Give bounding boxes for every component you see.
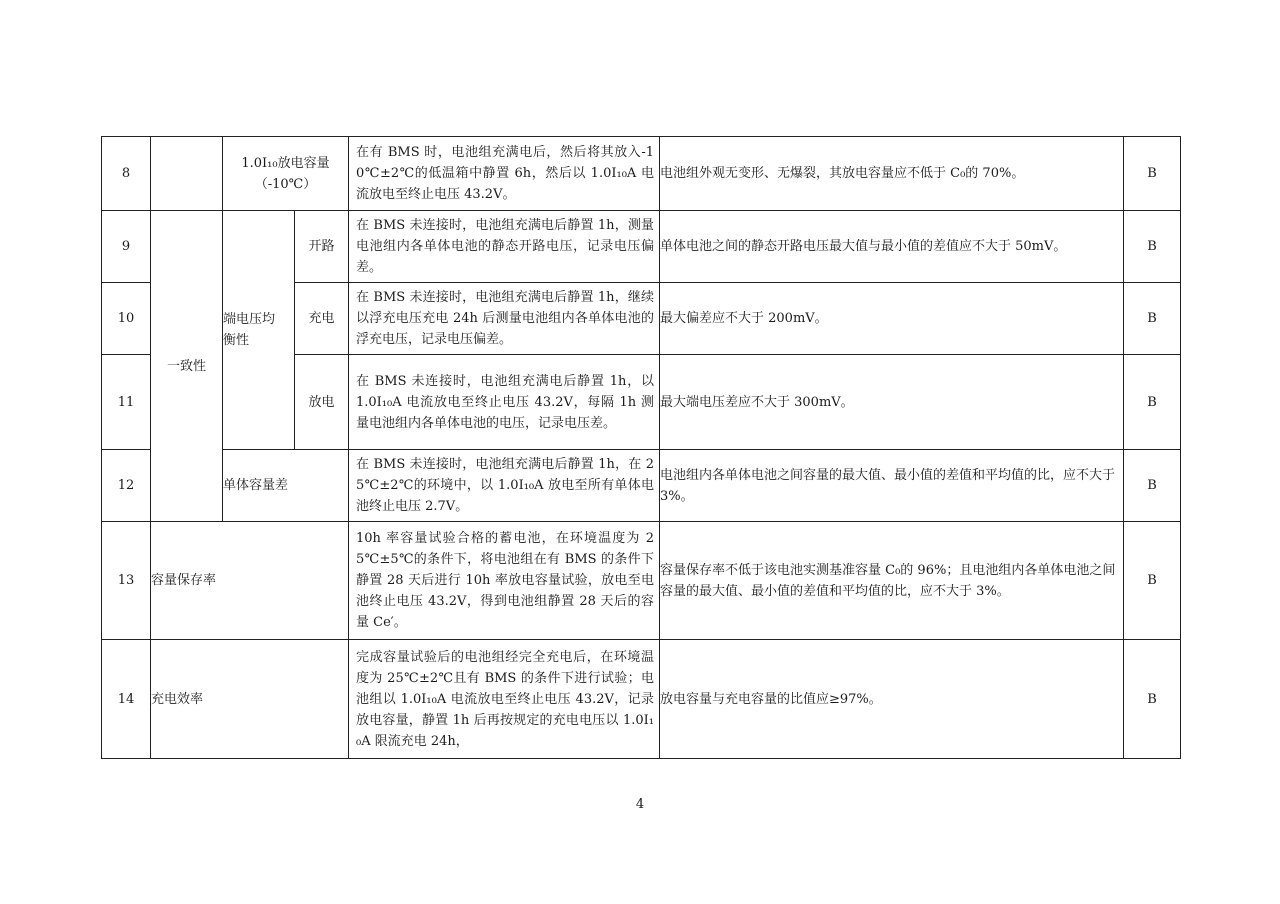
test-condition: 10h 率容量试验合格的蓄电池，在环境温度为 25℃±5℃的条件下，将电池组在有 BMS 的条件下静置 28 天后进行 10h 率放电容量试验，放电至电池终止电压 43.2V，得到电池组静置 28 天后的容量 Ce′。 — [349, 522, 660, 640]
sub-item: 放电 — [295, 355, 349, 450]
row-number: 9 — [102, 211, 151, 283]
table-row — [102, 211, 1181, 283]
row-number: 11 — [102, 355, 151, 450]
group-terminal-voltage: 端电压均衡性 — [223, 211, 295, 450]
page-number: 4 — [635, 797, 645, 812]
sub-item: 充电 — [295, 283, 349, 355]
grade: B — [1124, 283, 1181, 355]
grade: B — [1124, 450, 1181, 522]
requirement: 放电容量与充电容量的比值应≥97%。 — [660, 640, 1124, 759]
group-consistency: 一致性 — [151, 211, 223, 522]
test-spec-table — [101, 136, 1181, 759]
row-number: 14 — [102, 640, 151, 759]
row-number: 12 — [102, 450, 151, 522]
requirement: 电池组内各单体电池之间容量的最大值、最小值的差值和平均值的比，应不大于 3%。 — [660, 450, 1124, 522]
grade: B — [1124, 522, 1181, 640]
requirement: 最大偏差应不大于 200mV。 — [660, 283, 1124, 355]
requirement: 容量保存率不低于该电池实测基准容量 C₀的 96%；且电池组内各单体电池之间容量的最大值、最小值的差值和平均值的比，应不大于 3%。 — [660, 522, 1124, 640]
table-row — [102, 137, 1181, 211]
requirement: 最大端电压差应不大于 300mV。 — [660, 355, 1124, 450]
grade: B — [1124, 355, 1181, 450]
grade: B — [1124, 211, 1181, 283]
row-number: 8 — [102, 137, 151, 211]
grade: B — [1124, 640, 1181, 759]
requirement: 单体电池之间的静态开路电压最大值与最小值的差值应不大于 50mV。 — [660, 211, 1124, 283]
grade: B — [1124, 137, 1181, 211]
requirement: 电池组外观无变形、无爆裂，其放电容量应不低于 C₀的 70%。 — [660, 137, 1124, 211]
sub-item: 单体容量差 — [223, 450, 349, 522]
category-cell — [151, 137, 223, 211]
test-condition: 在 BMS 未连接时，电池组充满电后静置 1h，继续以浮充电压充电 24h 后测量电池组内各单体电池的浮充电压，记录电压偏差。 — [349, 283, 660, 355]
sub-item: 1.0I₁₀放电容量（-10℃） — [223, 137, 349, 211]
test-item: 容量保存率 — [151, 522, 349, 640]
test-condition: 在 BMS 未连接时，电池组充满电后静置 1h，在 25℃±2℃的环境中，以 1.0I₁₀A 放电至所有单体电池终止电压 2.7V。 — [349, 450, 660, 522]
test-condition: 在有 BMS 时，电池组充满电后，然后将其放入-10℃±2℃的低温箱中静置 6h，然后以 1.0I₁₀A 电流放电至终止电压 43.2V。 — [349, 137, 660, 211]
sub-item: 开路 — [295, 211, 349, 283]
test-item: 充电效率 — [151, 640, 349, 759]
test-condition: 在 BMS 未连接时，电池组充满电后静置 1h，以 1.0I₁₀A 电流放电至终止电压 43.2V，每隔 1h 测量电池组内各单体电池的电压，记录电压差。 — [349, 355, 660, 450]
test-condition: 完成容量试验后的电池组经完全充电后，在环境温度为 25℃±2℃且有 BMS 的条件下进行试验；电池组以 1.0I₁₀A 电流放电至终止电压 43.2V，记录放电容量，静置 1h 后再按规定的充电电压以 1.0I₁₀A 限流充电 24h， — [349, 640, 660, 759]
table-row — [102, 450, 1181, 522]
table-row — [102, 640, 1181, 759]
row-number: 10 — [102, 283, 151, 355]
table-row — [102, 522, 1181, 640]
test-condition: 在 BMS 未连接时，电池组充满电后静置 1h，测量电池组内各单体电池的静态开路电压，记录电压偏差。 — [349, 211, 660, 283]
row-number: 13 — [102, 522, 151, 640]
